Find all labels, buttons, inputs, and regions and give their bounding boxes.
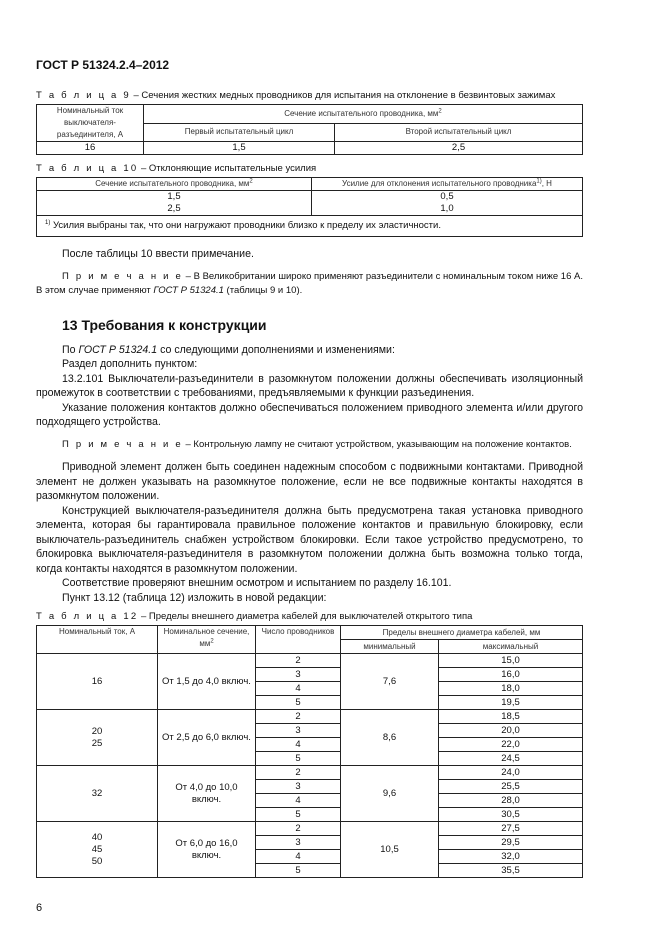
table10-caption bbox=[36, 163, 583, 174]
t12-max: 18,0 bbox=[439, 682, 583, 696]
value: 16 bbox=[91, 675, 103, 687]
t12-max: 15,0 bbox=[439, 654, 583, 668]
sup: 2 bbox=[249, 178, 253, 185]
table-row bbox=[37, 822, 583, 836]
t12-conductors: 5 bbox=[256, 808, 341, 822]
t12-max: 22,0 bbox=[439, 738, 583, 752]
t10-col2-text: Усилие для отклонения испытательного проводника bbox=[342, 179, 537, 188]
sup: 1) bbox=[45, 219, 51, 226]
note-text: (таблицы 9 и 10). bbox=[223, 285, 303, 296]
table9-caption bbox=[36, 90, 583, 101]
table12-caption bbox=[36, 611, 583, 622]
sup: 2 bbox=[438, 108, 442, 115]
t12-conductors: 4 bbox=[256, 850, 341, 864]
note-text: – В Великобритании широко применяют разъединители с номинальным током ниже 16 А. В этом случае применяют bbox=[36, 270, 583, 296]
value: 45 bbox=[91, 843, 103, 855]
t12-conductors: 5 bbox=[256, 696, 341, 710]
note bbox=[36, 438, 583, 453]
paragraph: Пункт 13.12 (таблица 12) изложить в новой редакции: bbox=[62, 591, 327, 604]
table12 bbox=[36, 625, 583, 878]
t12-conductors: 2 bbox=[256, 822, 341, 836]
t10-col2 bbox=[312, 178, 583, 191]
value: 1,0 bbox=[440, 203, 454, 214]
t9-col1: Номинальный ток выключателя-разъединителя, А bbox=[37, 105, 144, 142]
t12-section: От 4,0 до 10,0 включ. bbox=[158, 766, 256, 822]
caption-text: – Пределы внешнего диаметра кабелей для выключателей открытого типа bbox=[138, 611, 473, 622]
t12-max: 35,5 bbox=[439, 864, 583, 878]
t9-col3: Второй испытательный цикл bbox=[335, 123, 583, 142]
t12-conductors: 5 bbox=[256, 752, 341, 766]
t12-h6: максимальный bbox=[439, 640, 583, 654]
table-row bbox=[37, 654, 583, 668]
t12-max: 24,0 bbox=[439, 766, 583, 780]
t9-group-text: Сечение испытательного проводника, мм bbox=[284, 108, 439, 118]
caption-prefix: Т а б л и ц а 12 bbox=[36, 611, 139, 622]
t12-conductors: 2 bbox=[256, 710, 341, 724]
sup: 2 bbox=[210, 638, 214, 645]
text: По bbox=[62, 343, 79, 356]
t9-cell: 2,5 bbox=[335, 142, 583, 155]
page-number: 6 bbox=[36, 902, 43, 914]
section-title: 13 Требования к конструкции bbox=[62, 316, 267, 333]
note-text: – Контрольную лампу не считают устройством, указывающим на положение контактов. bbox=[182, 438, 572, 450]
reference: ГОСТ Р 51324.1 bbox=[78, 343, 158, 356]
t12-h1: Номинальный ток, А bbox=[37, 626, 158, 654]
footnote-text: Усилия выбраны так, что они нагружают проводники близко к пределу их эластичности. bbox=[50, 220, 441, 231]
t12-h3: Число проводников bbox=[256, 626, 341, 654]
t12-min: 8,6 bbox=[341, 710, 439, 766]
value: 1,5 bbox=[167, 191, 181, 202]
t12-conductors: 5 bbox=[256, 864, 341, 878]
t12-max: 18,5 bbox=[439, 710, 583, 724]
t12-conductors: 3 bbox=[256, 724, 341, 738]
t12-min: 7,6 bbox=[341, 654, 439, 710]
table-row bbox=[37, 710, 583, 724]
t12-max: 19,5 bbox=[439, 696, 583, 710]
t12-conductors: 4 bbox=[256, 682, 341, 696]
value: 0,5 bbox=[440, 191, 454, 202]
table9 bbox=[36, 104, 583, 155]
t12-section: От 6,0 до 16,0 включ. bbox=[158, 822, 256, 878]
t12-max: 24,5 bbox=[439, 752, 583, 766]
t12-max: 30,5 bbox=[439, 808, 583, 822]
t10-cell bbox=[312, 191, 583, 216]
note-label: П р и м е ч а н и е bbox=[62, 438, 183, 450]
t12-min: 9,6 bbox=[341, 766, 439, 822]
t12-max: 16,0 bbox=[439, 668, 583, 682]
page-content bbox=[36, 0, 583, 944]
t12-h4: Пределы внешнего диаметра кабелей, мм bbox=[341, 626, 583, 640]
note-label: П р и м е ч а н и е bbox=[62, 270, 183, 282]
paragraph: Указание положения контактов должно обеспечиваться положением приводного элемента и/или другого подходящего устройства. bbox=[36, 401, 583, 428]
t10-col1 bbox=[37, 178, 312, 191]
sup: 1) bbox=[536, 178, 542, 185]
t12-conductors: 3 bbox=[256, 668, 341, 682]
document-header: ГОСТ Р 51324.2.4–2012 bbox=[36, 58, 170, 72]
t10-cell bbox=[37, 191, 312, 216]
t10-col1-text: Сечение испытательного проводника, мм bbox=[95, 179, 250, 188]
t12-h5: минимальный bbox=[341, 640, 439, 654]
text: со следующими дополнениями и изменениями: bbox=[157, 343, 395, 356]
paragraph: 13.2.101 Выключатели-разъединители в разомкнутом положении должны обеспечивать изоляционный промежуток в соответствии с требованиями, предъявляемыми к функции разъединения. bbox=[36, 372, 583, 399]
t12-min: 10,5 bbox=[341, 822, 439, 878]
value: 25 bbox=[91, 737, 103, 749]
paragraph: Соответствие проверяют внешним осмотром и испытанием по разделу 16.101. bbox=[62, 577, 452, 589]
caption-prefix: Т а б л и ц а 9 bbox=[36, 90, 131, 101]
t12-current bbox=[37, 822, 158, 878]
value: 2,5 bbox=[167, 203, 181, 214]
t12-section: От 2,5 до 6,0 включ. bbox=[158, 710, 256, 766]
t12-conductors: 4 bbox=[256, 738, 341, 752]
paragraph bbox=[36, 343, 583, 358]
t12-section: От 1,5 до 4,0 включ. bbox=[158, 654, 256, 710]
t9-cell: 1,5 bbox=[144, 142, 335, 155]
paragraph: Раздел дополнить пунктом: bbox=[62, 358, 198, 370]
value: 32 bbox=[91, 787, 103, 799]
t12-max: 32,0 bbox=[439, 850, 583, 864]
t9-cell: 16 bbox=[37, 142, 144, 155]
note bbox=[36, 270, 583, 299]
paragraph: Конструкцией выключателя-разъединителя должна быть предусмотрена такая установка приводного элемента, которая бы гарантировала правильное положение контактов и правильную блокировку, если выключатель-разъединитель снабжен устройством блокировки. Если такое устройство предусмотрено, то блокировка выключателя-разъединителя в разомкнутом положении должна быть возможна только тогда, когда контакты находятся в разомкнутом положении. bbox=[36, 504, 583, 575]
t12-current bbox=[37, 766, 158, 822]
t12-max: 20,0 bbox=[439, 724, 583, 738]
t12-max: 28,0 bbox=[439, 794, 583, 808]
value: 40 bbox=[91, 831, 103, 843]
t10-footnote bbox=[37, 216, 583, 237]
t12-h2 bbox=[158, 626, 256, 654]
t9-col2: Первый испытательный цикл bbox=[144, 123, 335, 142]
t12-h2-text: Номинальное сечение, мм bbox=[163, 627, 250, 648]
t12-max: 29,5 bbox=[439, 836, 583, 850]
t12-conductors: 4 bbox=[256, 794, 341, 808]
t12-max: 25,5 bbox=[439, 780, 583, 794]
caption-text: – Сечения жестких медных проводников для испытания на отклонение в безвинтовых зажимах bbox=[130, 90, 556, 101]
table10 bbox=[36, 177, 583, 237]
t12-current bbox=[37, 710, 158, 766]
t12-conductors: 3 bbox=[256, 836, 341, 850]
value: 50 bbox=[91, 855, 103, 867]
t12-conductors: 3 bbox=[256, 780, 341, 794]
value: 20 bbox=[91, 725, 103, 737]
t9-group bbox=[144, 105, 583, 124]
paragraph: Приводной элемент должен быть соединен надежным способом с подвижными контактами. Приводной элемент не должен указывать на разомкнутое положение, если не все подвижные контакты находятся в разомкнутом положении. bbox=[36, 461, 583, 502]
t12-conductors: 2 bbox=[256, 766, 341, 780]
caption-prefix: Т а б л и ц а 10 bbox=[36, 163, 139, 174]
caption-text: – Отклоняющие испытательные усилия bbox=[138, 163, 317, 174]
paragraph: После таблицы 10 ввести примечание. bbox=[62, 248, 254, 260]
t12-conductors: 2 bbox=[256, 654, 341, 668]
t12-max: 27,5 bbox=[439, 822, 583, 836]
t12-current bbox=[37, 654, 158, 710]
reference: ГОСТ Р 51324.1 bbox=[153, 285, 224, 296]
table-row bbox=[37, 766, 583, 780]
unit: , Н bbox=[541, 179, 552, 188]
